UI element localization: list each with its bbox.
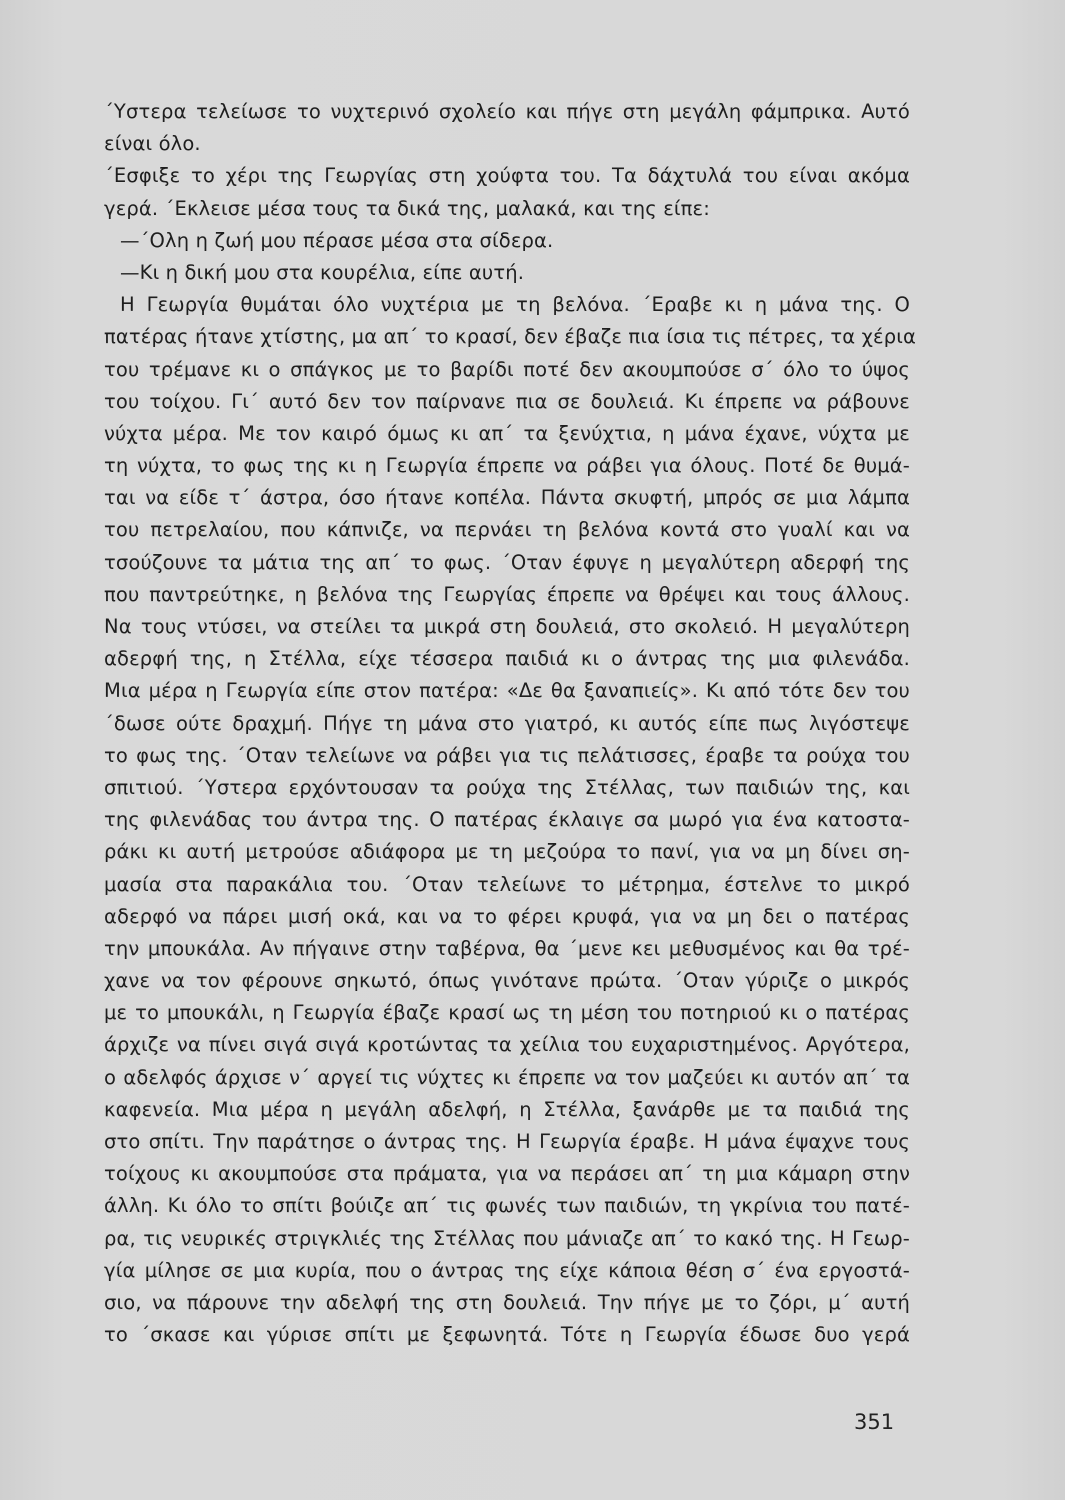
text-line: Η Γεωργία θυμάται όλο νυχτέρια με τη βελόνα. ΄Εραβε κι η μάνα της. Ο — [120, 293, 910, 317]
text-line: Μια μέρα η Γεωργία είπε στον πατέρα: «Δε θα ξαναπιείς». Κι από τότε δεν του — [104, 679, 910, 703]
text-line: το ΄σκασε και γύρισε σπίτι με ξεφωνητά. Τότε η Γεωργία έδωσε δυο γερά — [104, 1323, 910, 1347]
text-line: της φιλενάδας του άντρα της. Ο πατέρας έκλαιγε σα μωρό για ένα κατοστα- — [104, 808, 910, 832]
text-line: την μπουκάλα. Αν πήγαινε στην ταβέρνα, θα ΄μενε κει μεθυσμένος και θα τρέ- — [104, 936, 910, 960]
text-line: είναι όλο. — [104, 132, 201, 156]
text-line: ΄δωσε ούτε δραχμή. Πήγε τη μάνα στο γιατρό, κι αυτός είπε πως λιγόστεψε — [104, 711, 910, 735]
text-line: ρα, τις νευρικές στριγκλιές της Στέλλας που μάνιαζε απ΄ το κακό της. Η Γεωρ- — [104, 1226, 910, 1250]
text-line: πατέρας ήτανε χτίστης, μα απ΄ το κρασί, δεν έβαζε πια ίσια τις πέτρες, τα χέρια — [104, 325, 916, 349]
text-line: του τρέμανε κι ο σπάγκος με το βαρίδι ποτέ δεν ακουμπούσε σ΄ όλο το ύψος — [104, 357, 910, 381]
page-number: 351 — [854, 1410, 895, 1434]
text-line: ο αδελφός άρχισε ν΄ αργεί τις νύχτες κι έπρεπε να τον μαζεύει κι αυτόν απ΄ τα — [104, 1065, 910, 1089]
text-line: που παντρεύτηκε, η βελόνα της Γεωργίας έπρεπε να θρέψει και τους άλλους. — [104, 582, 910, 606]
text-line: άλλη. Κι όλο το σπίτι βούιζε απ΄ τις φωνές των παιδιών, τη γκρίνια του πατέ- — [104, 1194, 910, 1218]
text-line: σπιτιού. ΄Υστερα ερχόντουσαν τα ρούχα της Στέλλας, των παιδιών της, και — [104, 775, 910, 799]
text-line: αδερφό να πάρει μισή οκά, και να το φέρει κρυφά, για να μη δει ο πατέρας — [104, 904, 910, 928]
text-line: χανε να τον φέρουνε σηκωτό, όπως γινότανε πρώτα. ΄Οταν γύριζε ο μικρός — [104, 969, 910, 993]
text-line: ΄Εσφιξε το χέρι της Γεωργίας στη χούφτα του. Τα δάχτυλά του είναι ακόμα — [104, 164, 910, 188]
text-line: Να τους ντύσει, να στείλει τα μικρά στη δουλειά, στο σκολειό. Η μεγαλύτερη — [104, 615, 910, 638]
text-line: νύχτα μέρα. Με τον καιρό όμως κι απ΄ τα ξενύχτια, η μάνα έχανε, νύχτα με — [104, 421, 910, 445]
text-line: —Κι η δική μου στα κουρέλια, είπε αυτή. — [120, 260, 525, 284]
text-line: του πετρελαίου, που κάπνιζε, να περνάει τη βελόνα κοντά στο γυαλί και να — [104, 518, 910, 542]
text-line: άρχιζε να πίνει σιγά σιγά κροτώντας τα χείλια του ευχαριστημένος. Αργότερα, — [104, 1033, 910, 1057]
text-line: του τοίχου. Γι΄ αυτό δεν τον παίρνανε πια σε δουλειά. Κι έπρεπε να ράβουνε — [104, 389, 910, 413]
text-line: —΄Ολη η ζωή μου πέρασε μέσα στα σίδερα. — [120, 228, 554, 252]
text-line: ται να είδε τ΄ άστρα, όσο ήτανε κοπέλα. Πάντα σκυφτή, μπρός σε μια λάμπα — [104, 486, 910, 510]
text-line: γία μίλησε σε μια κυρία, που ο άντρας της είχε κάποια θέση σ΄ ένα εργοστά- — [104, 1258, 910, 1282]
text-line: γερά. ΄Εκλεισε μέσα τους τα δικά της, μαλακά, και της είπε: — [104, 196, 710, 220]
text-line: τσούζουνε τα μάτια της απ΄ το φως. ΄Οταν έφυγε η μεγαλύτερη αδερφή της — [104, 550, 910, 574]
text-line: καφενεία. Μια μέρα η μεγάλη αδελφή, η Στέλλα, ξανάρθε με τα παιδιά της — [104, 1097, 910, 1121]
text-line: μασία στα παρακάλια του. ΄Οταν τελείωνε το μέτρημα, έστελνε το μικρό — [104, 872, 910, 896]
text-line: ΄Υστερα τελείωσε το νυχτερινό σχολείο και πήγε στη μεγάλη φάμπρικα. Αυτό — [104, 100, 910, 123]
text-line: σιο, να πάρουνε την αδελφή της στη δουλειά. Την πήγε με το ζόρι, μ΄ αυτή — [104, 1290, 910, 1314]
text-line: το φως της. ΄Οταν τελείωνε να ράβει για τις πελάτισσες, έραβε τα ρούχα του — [104, 743, 910, 767]
text-line: με το μπουκάλι, η Γεωργία έβαζε κρασί ως τη μέση του ποτηριού κι ο πατέρας — [104, 1001, 910, 1025]
body-text — [104, 96, 916, 1351]
text-line: στο σπίτι. Την παράτησε ο άντρας της. Η Γεωργία έραβε. Η μάνα έψαχνε τους — [104, 1130, 910, 1153]
text-line: ράκι κι αυτή μετρούσε αδιάφορα με τη μεζούρα το πανί, για να μη δίνει ση- — [104, 840, 910, 864]
text-line: αδερφή της, η Στέλλα, είχε τέσσερα παιδιά κι ο άντρας της μια φιλενάδα. — [104, 647, 910, 671]
text-line: τοίχους κι ακουμπούσε στα πράματα, για να περάσει απ΄ τη μια κάμαρη στην — [104, 1162, 910, 1186]
text-line: τη νύχτα, το φως της κι η Γεωργία έπρεπε να ράβει για όλους. Ποτέ δε θυμά- — [104, 454, 910, 478]
